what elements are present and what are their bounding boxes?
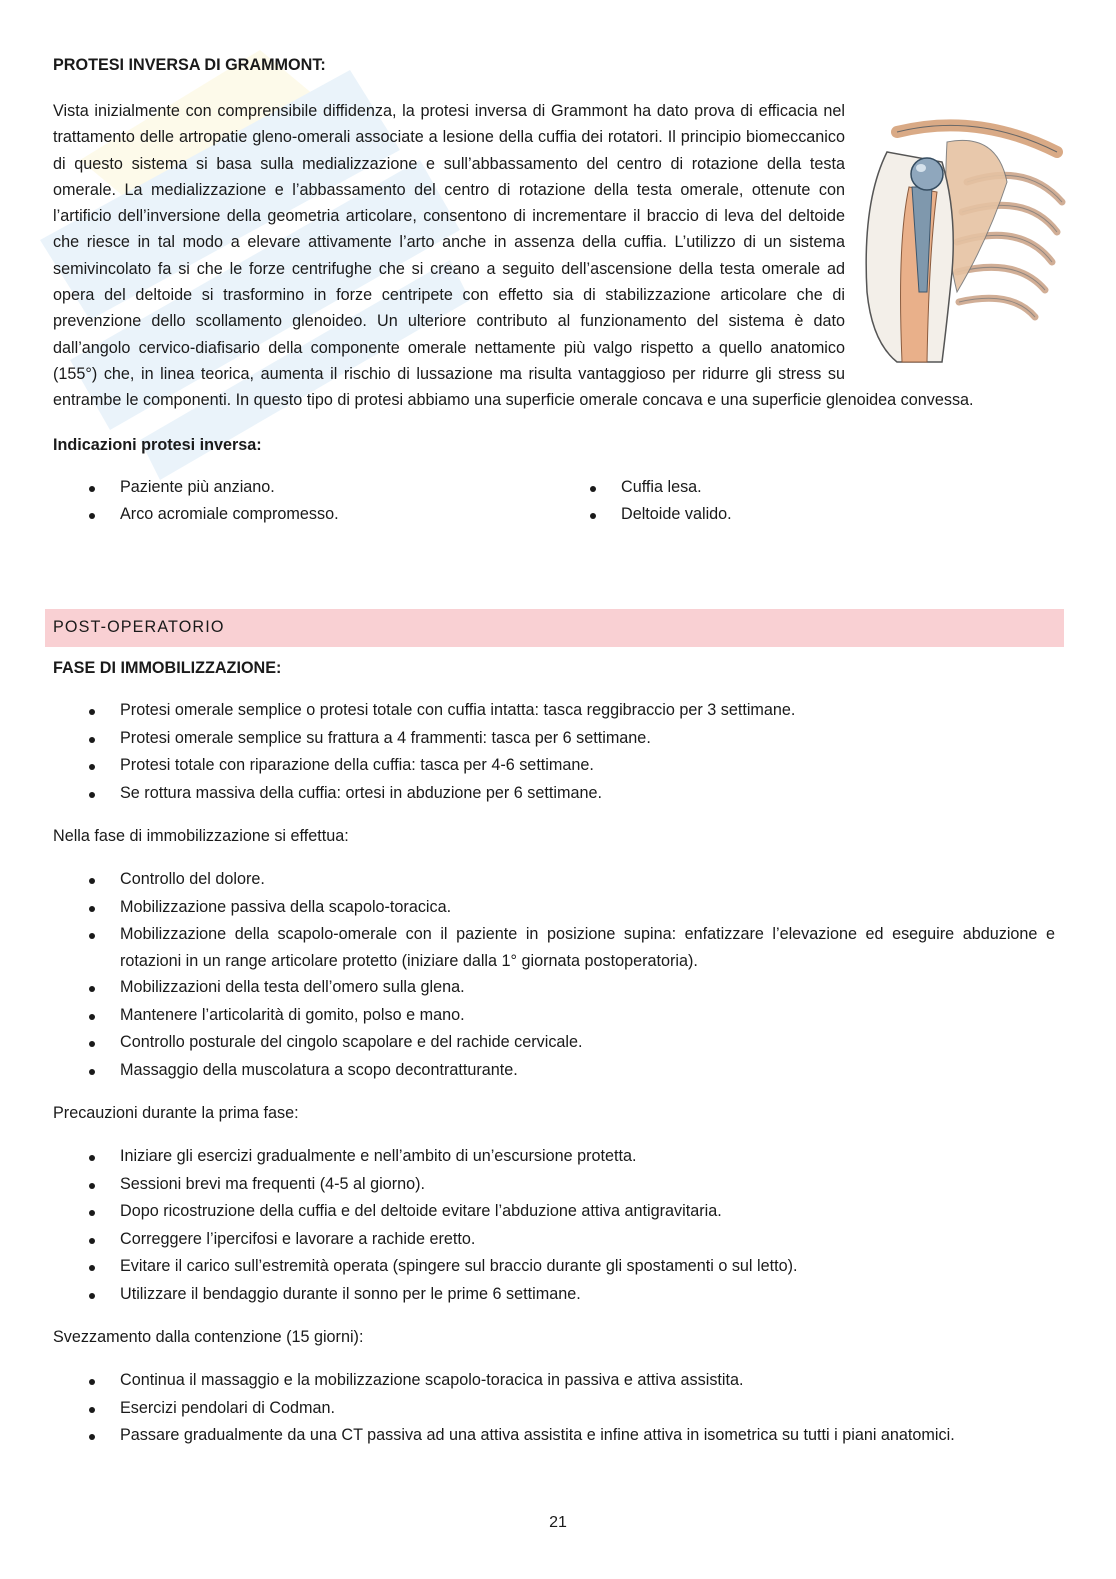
section-band-post-operatorio	[45, 609, 1064, 647]
shoulder-prosthesis-illustration	[857, 92, 1077, 370]
immobilizzazione-intro: Nella fase di immobilizzazione si effettua:	[53, 827, 349, 845]
page-number: 21	[549, 1514, 567, 1531]
list-item: Protesi omerale semplice su frattura a 4 frammenti: tasca per 6 settimane.	[53, 725, 1055, 753]
list-item: Mantenere l’articolarità di gomito, polso e mano.	[53, 1002, 1055, 1030]
list-item: Utilizzare il bendaggio durante il sonno per le prime 6 settimane.	[53, 1281, 1055, 1309]
section-label: POST-OPERATORIO	[53, 618, 225, 636]
list-item: Passare gradualmente da una CT passiva ad una attiva assistita e infine attiva in isometrica su tutti i piani anatomici.	[53, 1422, 1055, 1450]
svezzamento-list	[53, 1367, 1055, 1450]
grammont-paragraph: Vista inizialmente con comprensibile diffidenza, la protesi inversa di Grammont ha dato prova di efficacia nel trattamento delle artropatie gleno-omerali associate a lesione della cuffia dei rotatori. Il principio biomeccanico di questo sistema si basa sulla medializzazione e sull’abbassamento del centro di rotazione della testa omerale. La medializzazione e l’abbassamento del centro di rotazione della testa omerale, ottenute con l’artificio dell’inversione della geometria articolare, consentono di incrementare il braccio di leva del deltoide che riesce in tal modo a elevare attivamente l’arto anche in assenza della cuffia. L’utilizzo di un sistema semivincolato fa si che le forze centrifughe che si creano a seguito dell’ascensione della testa omerale ad opera del deltoide si trasformino in forze centripete con effetto sia di stabilizzazione articolare che di prevenzione dello scollamento glenoideo. Un ulteriore contributo al funzionamento del sistema è dato dall’angolo cervico-diafisario della componente omerale nettamente più valgo rispetto a quello anatomico (155°) che, in linea teorica, aumenta il rischio di lussazione ma risulta vantaggioso per ridurre gli stress su entrambe le componenti. In questo tipo di protesi abbiamo una superficie omerale concava e una superficie glenoidea convessa.	[53, 102, 974, 410]
list-item: Cuffia lesa.	[554, 474, 1055, 502]
list-item: Protesi totale con riparazione della cuffia: tasca per 4-6 settimane.	[53, 752, 1055, 780]
list-item: Esercizi pendolari di Codman.	[53, 1395, 1055, 1423]
list-item: Evitare il carico sull’estremità operata (spingere sul braccio durante gli spostamenti o sul letto).	[53, 1253, 1055, 1281]
list-item: Arco acromiale compromesso.	[53, 501, 554, 529]
list-item: Dopo ricostruzione della cuffia e del deltoide evitare l’abduzione attiva antigravitaria.	[53, 1198, 1055, 1226]
list-item: Controllo del dolore.	[53, 866, 1055, 894]
immobilizzazione-list	[53, 697, 1055, 807]
list-item: Protesi omerale semplice o protesi totale con cuffia intatta: tasca reggibraccio per 3 settimane.	[53, 697, 1055, 725]
grammont-intro	[53, 98, 1055, 414]
indications-columns	[53, 474, 1055, 529]
precauzioni-intro: Precauzioni durante la prima fase:	[53, 1104, 299, 1122]
list-item: Sessioni brevi ma frequenti (4-5 al giorno).	[53, 1171, 1055, 1199]
indications-title: Indicazioni protesi inversa:	[53, 435, 262, 454]
list-item: Massaggio della muscolatura a scopo decontratturante.	[53, 1057, 1055, 1085]
section-title-grammont: PROTESI INVERSA DI GRAMMONT:	[53, 56, 326, 74]
list-item: Mobilizzazioni della testa dell’omero sulla glena.	[53, 974, 1055, 1002]
list-item: Paziente più anziano.	[53, 474, 554, 502]
list-item: Mobilizzazione passiva della scapolo-toracica.	[53, 894, 1055, 922]
list-item: Se rottura massiva della cuffia: ortesi in abduzione per 6 settimane.	[53, 780, 1055, 808]
svezzamento-intro: Svezzamento dalla contenzione (15 giorni):	[53, 1328, 364, 1346]
immobilizzazione-actions	[53, 866, 1055, 1084]
list-item: Mobilizzazione della scapolo-omerale con il paziente in posizione supina: enfatizzare l’elevazione ed eseguire abduzione e rotazioni in un range articolare protetto (iniziare dalla 1° giornata postoperatoria).	[53, 921, 1055, 974]
list-item: Deltoide valido.	[554, 501, 1055, 529]
list-item: Continua il massaggio e la mobilizzazione scapolo-toracica in passiva e attiva assistita.	[53, 1367, 1055, 1395]
indications-left	[53, 474, 554, 529]
indications-right	[554, 474, 1055, 529]
list-item: Controllo posturale del cingolo scapolare e del rachide cervicale.	[53, 1029, 1055, 1057]
lower-content	[53, 655, 1055, 1450]
list-item: Iniziare gli esercizi gradualmente e nell’ambito di un’escursione protetta.	[53, 1143, 1055, 1171]
immobilizzazione-title: FASE DI IMMOBILIZZAZIONE:	[53, 659, 282, 677]
upper-content	[53, 52, 1055, 529]
list-item: Correggere l’ipercifosi e lavorare a rachide eretto.	[53, 1226, 1055, 1254]
precauzioni-list	[53, 1143, 1055, 1308]
